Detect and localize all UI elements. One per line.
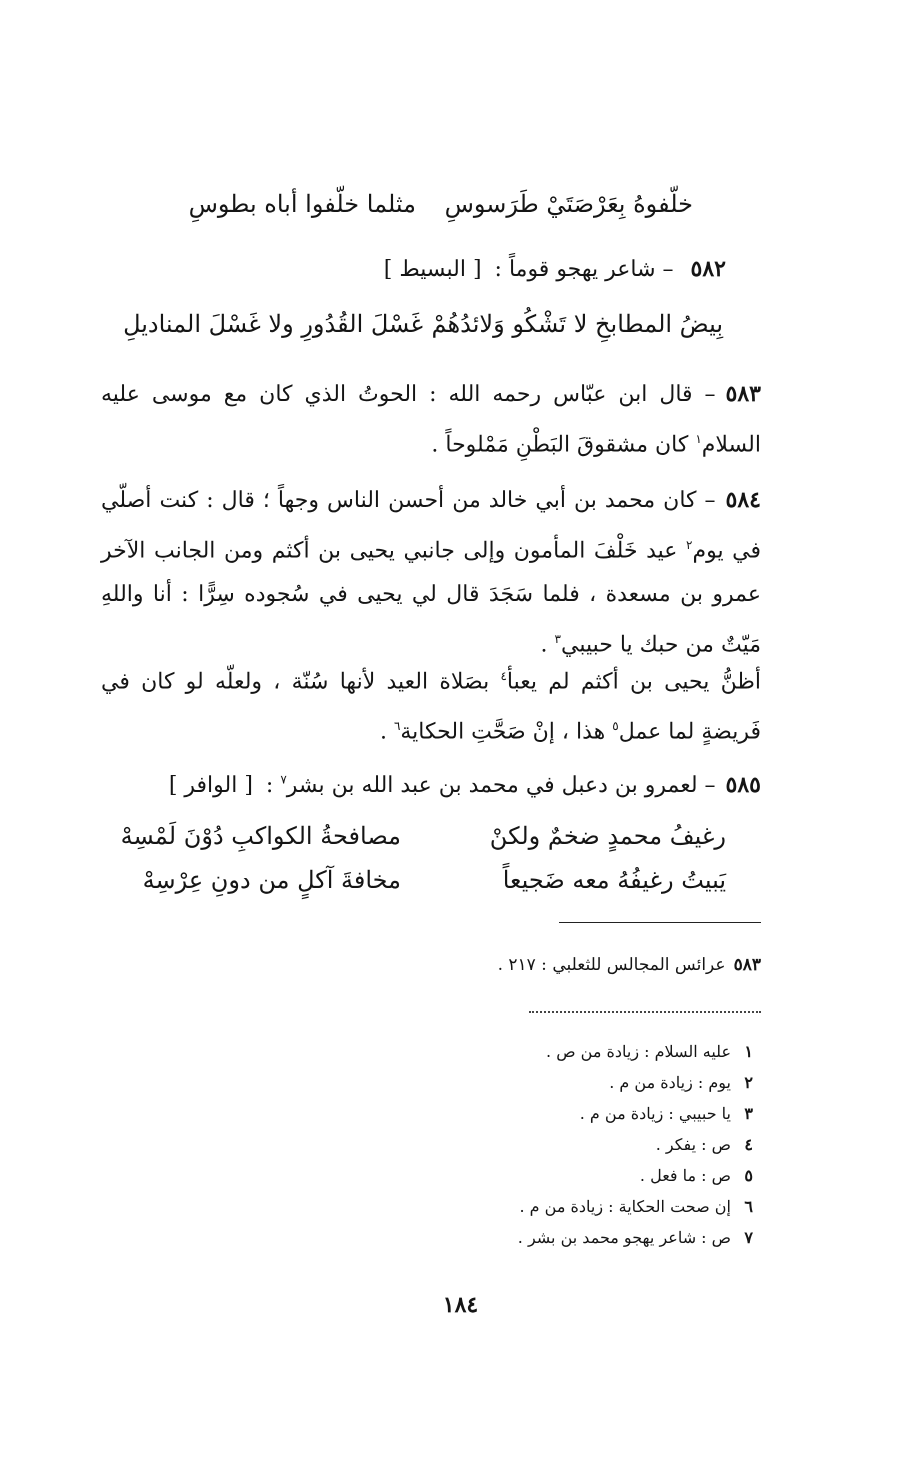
footnote-ref: ٧ bbox=[280, 772, 287, 787]
verse-line bbox=[0, 310, 921, 350]
entry-intro: : bbox=[265, 773, 281, 798]
entry-text: بصَلاة العيد لأنها سُنّة ، ولعلّه لو كان في فَريضةٍ لما عمل bbox=[101, 669, 761, 745]
footnote-separator bbox=[559, 922, 761, 923]
entry-text: أظنُّ يحيى بن أكثم لم يعبأ bbox=[506, 669, 761, 695]
footnote-number: ٤ bbox=[744, 1135, 753, 1154]
entry-text: هذا ، إنْ صَحَّتِ الحكاية bbox=[400, 719, 613, 745]
footnote-ref: ٦ bbox=[393, 719, 401, 734]
footnote bbox=[353, 1104, 753, 1135]
entry-paragraph bbox=[101, 372, 761, 467]
footnote bbox=[353, 1073, 753, 1104]
entry-text: كان مشقوقَ البَطْنِ مَمْلوحاً . bbox=[431, 432, 696, 458]
footnote-ref: ٢ bbox=[686, 538, 693, 552]
entry-number: ٥٨٤ bbox=[725, 487, 761, 513]
entry-text: عيد خَلْفَ المأمون وإلى جانبي يحيى بن أكثم ومن الجانب الآخر عمرو بن مسعدة ، فلما سَجَدَ قال لي يحيى في سُجوده سِرًّا : أنا واللهِ مَيّتٌ من حبك يا حبيبي bbox=[101, 538, 761, 658]
entry-intro: – شاعر يهجو قوماً : bbox=[494, 257, 674, 282]
verse-hemistich-first: رغيفُ محمدٍ ضخمٌ ولكنْ bbox=[489, 822, 726, 850]
footnote-number: ٣ bbox=[744, 1104, 753, 1123]
footnote-text: ص : شاعر يهجو محمد بن بشر . bbox=[517, 1228, 731, 1247]
verse-line bbox=[0, 190, 921, 230]
verse-line bbox=[0, 866, 921, 906]
footnote-ref: ٥ bbox=[612, 719, 619, 734]
entry-text: – كان محمد بن أبي خالد من أحسن الناس وجهاً ؛ قال : كنت أصلّي في يوم bbox=[101, 488, 761, 564]
entry-number: ٥٨٣ bbox=[725, 381, 761, 407]
footnote-number: ٧ bbox=[744, 1228, 753, 1247]
footnote-number: ١ bbox=[744, 1042, 753, 1061]
entry-number: ٥٨٥ bbox=[725, 772, 761, 798]
footnote-ref: ٣ bbox=[554, 632, 561, 647]
footnote-number: ٥ bbox=[744, 1166, 753, 1185]
footnote-text: إن صحت الحكاية : زيادة من م . bbox=[519, 1197, 731, 1216]
footnote-text: يوم : زيادة من م . bbox=[609, 1073, 731, 1092]
source-entry-number: ٥٨٣ bbox=[733, 955, 761, 975]
entry-text: . bbox=[540, 632, 555, 658]
page-number: ١٨٤ bbox=[442, 1292, 479, 1318]
entry-text: – قال ابن عبّاس رحمه الله : الحوتُ الذي كان مع موسى عليه السلام bbox=[101, 382, 761, 458]
entry-heading bbox=[166, 256, 726, 282]
verse-hemistich-first: بِيضُ المطابخِ لا تَشْكُو وَلائدُهُمْ bbox=[431, 310, 723, 338]
footnote-ref: ٤ bbox=[500, 669, 507, 683]
entry-heading bbox=[101, 772, 761, 798]
entry-text: . bbox=[379, 719, 394, 745]
entry-paragraph bbox=[101, 478, 761, 668]
footnote bbox=[353, 1042, 753, 1073]
footnote bbox=[353, 1166, 753, 1197]
verse-hemistich-second: غَسْلَ القُدُورِ ولا غَسْلَ المناديلِ bbox=[123, 310, 423, 338]
verse-hemistich-second: مثلما خلّفوا أباه بطوسِ bbox=[188, 190, 416, 218]
footnote-text: ص : ما فعل . bbox=[639, 1166, 731, 1185]
footnote-text: ص : يفكر . bbox=[655, 1135, 731, 1154]
footnote-ref: ١ bbox=[695, 432, 702, 446]
footnote-text: يا حبيبي : زيادة من م . bbox=[579, 1104, 731, 1123]
footnote-list bbox=[353, 1042, 753, 1259]
verse-hemistich-second: مخافةَ آكلٍ من دونِ عِرْسِهْ bbox=[142, 866, 401, 894]
entry-intro: – لعمرو بن دعبل في محمد بن عبد الله بن بشر bbox=[286, 773, 716, 798]
verse-hemistich-second: مصافحةُ الكواكبِ دُوْنَ لَمْسِهْ bbox=[120, 822, 401, 850]
verse-line bbox=[0, 822, 921, 862]
footnote-number: ٢ bbox=[744, 1073, 753, 1092]
meter-label: [ البسيط ] bbox=[383, 257, 482, 282]
verse-hemistich-first: يَبيتُ رغيفُهُ معه ضَجيعاً bbox=[502, 866, 726, 894]
source-text: عرائس المجالس للثعلبي : ٢١٧ . bbox=[497, 955, 726, 975]
footnote bbox=[353, 1135, 753, 1166]
footnote bbox=[353, 1197, 753, 1228]
entry-number: ٥٨٢ bbox=[690, 256, 726, 282]
meter-label: [ الوافر ] bbox=[168, 773, 253, 798]
dotted-separator bbox=[529, 1011, 761, 1013]
footnote-number: ٦ bbox=[744, 1197, 753, 1216]
source-note bbox=[498, 955, 761, 975]
footnote-text: عليه السلام : زيادة من ص . bbox=[546, 1042, 731, 1061]
commentary-paragraph bbox=[101, 654, 761, 755]
verse-hemistich-first: خلّفوهُ بِعَرْصَتَيْ طَرَسوسِ bbox=[444, 190, 693, 218]
footnote bbox=[353, 1228, 753, 1259]
